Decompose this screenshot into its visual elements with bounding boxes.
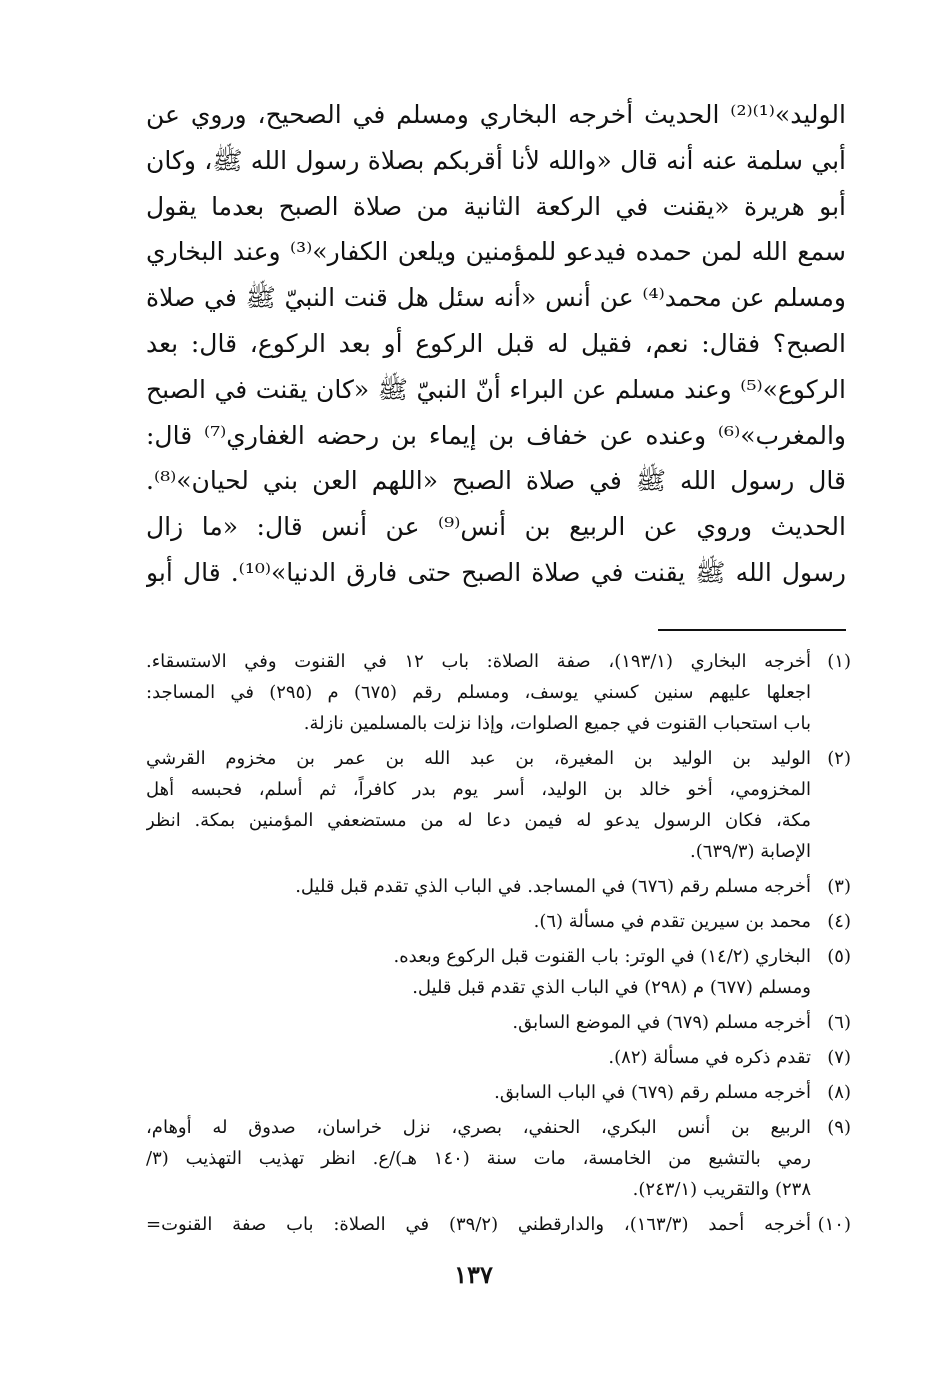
main-text-line: الوليد»⁽¹⁾⁽²⁾ الحديث أخرجه البخاري ومسلم في الصحيح، وروي عن <box>146 100 846 129</box>
footnote-number: (١) <box>827 651 851 672</box>
footnote-line: اجعلها عليهم سنين كسني يوسف، ومسلم رقم (٦٧٥) م (٢٩٥) في المساجد: <box>146 682 811 703</box>
footnote-number: (٧) <box>827 1047 851 1068</box>
footnote-body <box>146 1209 811 1240</box>
footnote-line: مكة، فكان الرسول يدعو له فيمن دعا له من مستضعفي المؤمنين بمكة. انظر <box>146 810 811 831</box>
footnote-body <box>146 1042 811 1073</box>
footnote-body <box>146 941 811 1003</box>
main-text-line: أبو هريرة «يقنت في الركعة الثانية من صلاة الصبح بعدما يقول <box>146 191 846 221</box>
footnote-line: أخرجه مسلم (٦٧٩) في الموضع السابق. <box>512 1012 811 1033</box>
footnote-number: (١٠) <box>817 1214 851 1235</box>
main-text-line: الصبح؟ فقال: نعم، فقيل له قبل الركوع أو بعد الركوع، قال: بعد <box>146 328 846 358</box>
main-text-line: والمغرب»⁽⁶⁾ وعنده عن خفاف بن إيماء بن رحضه الغفاري⁽⁷⁾ قال: <box>146 420 846 450</box>
main-text-line: رسول الله ﷺ يقنت في صلاة الصبح حتى فارق الدنيا»⁽¹⁰⁾. قال أبو <box>146 557 846 587</box>
footnote-1 <box>146 646 851 739</box>
footnote-7 <box>146 1042 851 1073</box>
main-text <box>146 92 846 596</box>
footnote-number: (٨) <box>827 1082 851 1103</box>
main-text-line: ومسلم عن محمد⁽⁴⁾ عن أنس «أنه سئل هل قنت النبيّ ﷺ في صلاة <box>146 283 846 313</box>
footnote-line: الوليد بن الوليد بن المغيرة، بن عبد الله بن عمر بن مخزوم القرشي <box>146 748 811 769</box>
footnote-body <box>146 743 811 867</box>
footnote-number: (٣) <box>827 876 851 897</box>
footnote-number: (٢) <box>827 748 851 769</box>
footnote-line: ومسلم (٦٧٧) م (٢٩٨) في الباب الذي تقدم قبل قليل. <box>412 977 811 998</box>
footnote-number: (٩) <box>827 1117 851 1138</box>
footnote-2 <box>146 743 851 867</box>
footnote-body <box>146 1112 811 1205</box>
footnote-number: (٦) <box>827 1012 851 1033</box>
footnote-3 <box>146 871 851 902</box>
footnote-line: أخرجه أحمد (١٦٣/٣)، والدارقطني (٣٩/٢) في الصلاة: باب صفة القنوت= <box>146 1214 811 1235</box>
footnote-body <box>146 1007 811 1038</box>
main-text-line: سمع الله لمن حمده فيدعو للمؤمنين ويلعن الكفار»⁽³⁾ وعند البخاري <box>146 237 846 267</box>
footnote-body <box>146 906 811 937</box>
footnote-8 <box>146 1077 851 1108</box>
footnote-5 <box>146 941 851 1003</box>
footnote-4 <box>146 906 851 937</box>
main-text-line: قال رسول الله ﷺ في صلاة الصبح «اللهم العن بني لحيان»⁽⁸⁾. <box>146 466 846 496</box>
footnote-number: (٥) <box>827 946 851 967</box>
page-number: ١٣٧ <box>454 1260 493 1289</box>
main-text-line: الحديث وروي عن الربيع بن أنس⁽⁹⁾ عن أنس قال: «ما زال <box>146 512 846 542</box>
footnote-line: ٢٣٨) والتقريب (٢٤٣/١). <box>632 1179 811 1200</box>
footnotes <box>146 646 851 1244</box>
footnote-body <box>146 1077 811 1108</box>
footnote-line: محمد بن سيرين تقدم في مسألة (٦). <box>533 911 811 932</box>
footnote-line: البخاري (١٤/٢) في الوتر: باب القنوت قبل الركوع وبعده. <box>393 946 811 967</box>
footnote-line: المخزومي، أخو خالد بن الوليد، أسر يوم بدر كافراً، ثم أسلم، فحبسه أهل <box>146 779 811 800</box>
footnote-separator <box>658 629 846 631</box>
main-text-line: الركوع»⁽⁵⁾ وعند مسلم عن البراء أنّ النبيّ ﷺ «كان يقنت في الصبح <box>146 374 846 404</box>
footnote-line: الإصابة (٦٣٩/٣). <box>690 841 811 862</box>
footnote-line: أخرجه مسلم رقم (٦٧٦) في المساجد. في الباب الذي تقدم قبل قليل. <box>295 876 811 897</box>
footnote-line: أخرجه مسلم رقم (٦٧٩) في الباب السابق. <box>494 1082 811 1103</box>
footnote-line: أخرجه البخاري (١٩٣/١)، صفة الصلاة: باب ١٢ في القنوت وفي الاستسقاء. <box>146 651 811 672</box>
footnote-line: باب استحباب القنوت في جميع الصلوات، وإذا نزلت بالمسلمين نازلة. <box>303 713 811 734</box>
footnote-9 <box>146 1112 851 1205</box>
footnote-body <box>146 646 811 739</box>
main-text-line: أبي سلمة عنه أنه قال «والله لأنا أقربكم بصلاة رسول الله ﷺ، وكان <box>146 145 846 175</box>
footnote-line: الربيع بن أنس البكري، الحنفي، بصري، نزل خراسان، صدوق له أوهام، <box>146 1117 811 1138</box>
footnote-6 <box>146 1007 851 1038</box>
footnote-line: تقدم ذكره في مسألة (٨٢). <box>608 1047 811 1068</box>
footnote-10 <box>146 1209 851 1240</box>
footnote-number: (٤) <box>827 911 851 932</box>
footnote-body <box>146 871 811 902</box>
footnote-line: رمي بالتشيع من الخامسة، مات سنة (١٤٠ هـ)/ع. انظر تهذيب التهذيب (٣/ <box>146 1148 811 1169</box>
